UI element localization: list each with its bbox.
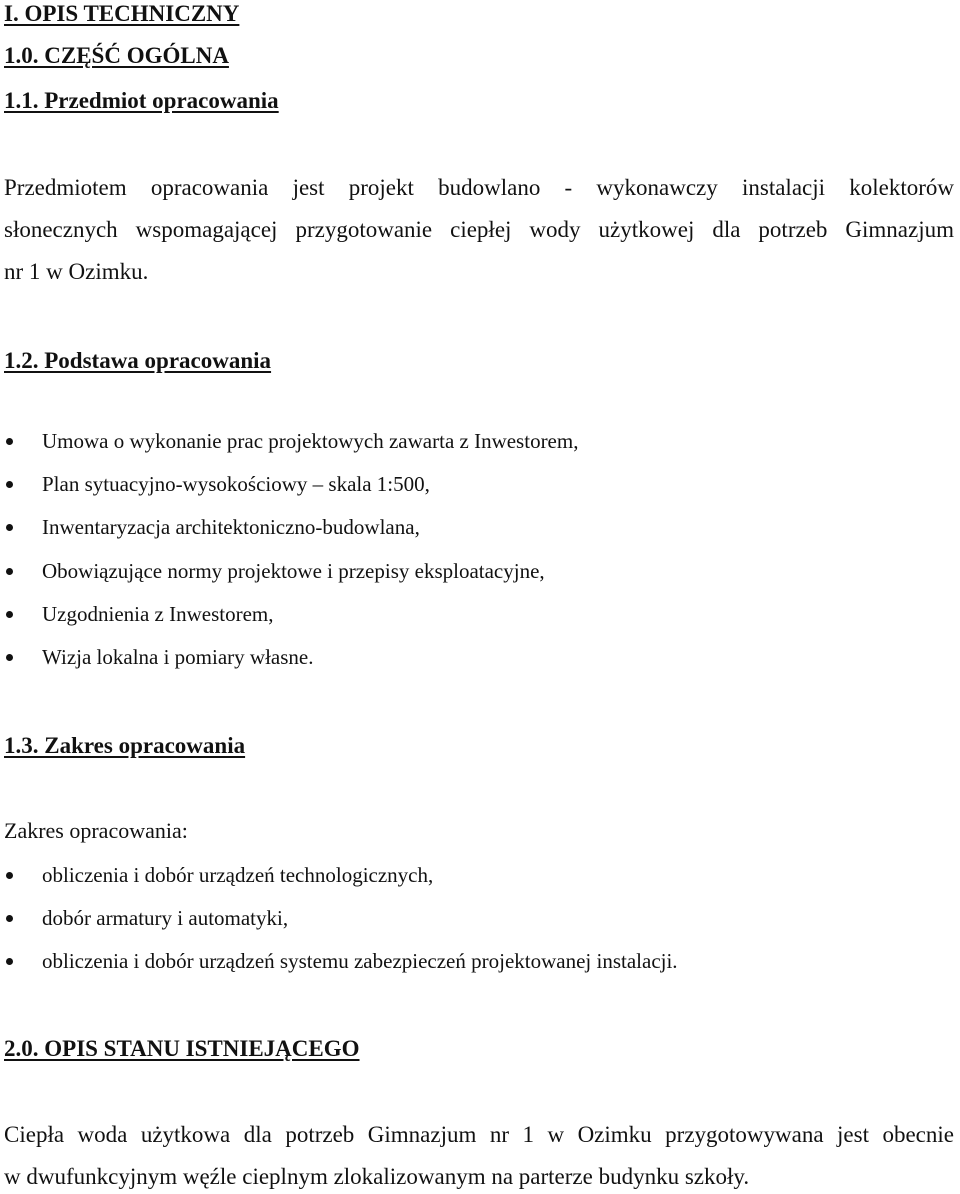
bullet-icon: [6, 872, 13, 879]
paragraph-line: Przedmiotem opracowania jest projekt budowlano - wykonawczy instalacji kolektorów: [4, 175, 954, 200]
paragraph-line: nr 1 w Ozimku.: [4, 259, 149, 284]
scope-intro: Zakres opracowania:: [4, 818, 188, 843]
subsection-heading-1-1: 1.1. Przedmiot opracowania: [4, 88, 279, 113]
bullet-icon: [6, 568, 13, 575]
bullet-icon: [6, 524, 13, 531]
bullet-icon: [6, 611, 13, 618]
bullet-icon: [6, 481, 13, 488]
paragraph-line: w dwufunkcyjnym węźle cieplnym zlokalizowanym na parterze budynku szkoły.: [4, 1164, 750, 1189]
section-heading-2-0: 2.0. OPIS STANU ISTNIEJĄCEGO: [4, 1036, 360, 1061]
paragraph-line: słonecznych wspomagającej przygotowanie ciepłej wody użytkowej dla potrzeb Gimnazjum: [4, 217, 954, 242]
bullet-icon: [6, 438, 13, 445]
subsection-heading-1-3: 1.3. Zakres opracowania: [4, 733, 246, 758]
document-title: I. OPIS TECHNICZNY: [4, 1, 240, 26]
bullet-icon: [6, 654, 13, 661]
document-page: I. OPIS TECHNICZNY 1.0. CZĘŚĆ OGÓLNA 1.1. Przedmiot opracowania Przedmiotem opracowania jest projekt budowlano - wykonawczy instalacji kolektorów słonecznych wspomagającej przygotowanie ciepłej wody użytkowej dla potrzeb Gimnazjum nr 1 w Ozimku. 1.2. Podstawa opracowania Umowa o wykonanie prac projektowych zawarta z Inwestorem, Plan sytuacyjno-wysokościowy – skala 1:500, Inwentaryzacja architektoniczno-budowlana, Obowiązujące normy projektowe i przepisy eksploatacyjne, Uzgodnienia z Inwestorem, Wizja lokalna i pomiary własne. 1.3. Zakres opracowania Zakres opracowania: obliczenia i dobór urządzeń technologicznych, dobór armatury i automatyki, obliczenia i dobór urządzeń systemu zabezpieczeń projektowanej instalacji. 2.0. OPIS STANU ISTNIEJĄCEGO Ciepła woda użytkowa dla potrzeb Gimnazjum nr 1 w Ozimku przygotowywana jest obecnie w dwufunkcyjnym węźle cieplnym zlokalizowanym na parterze budynku szkoły.: [4, 1, 954, 1189]
subsection-heading-1-2: 1.2. Podstawa opracowania: [4, 348, 272, 373]
bullet-icon: [6, 958, 13, 965]
bullet-icon: [6, 915, 13, 922]
paragraph-line: Ciepła woda użytkowa dla potrzeb Gimnazjum nr 1 w Ozimku przygotowywana jest obecnie: [4, 1122, 954, 1147]
part-heading: 1.0. CZĘŚĆ OGÓLNA: [4, 43, 229, 68]
